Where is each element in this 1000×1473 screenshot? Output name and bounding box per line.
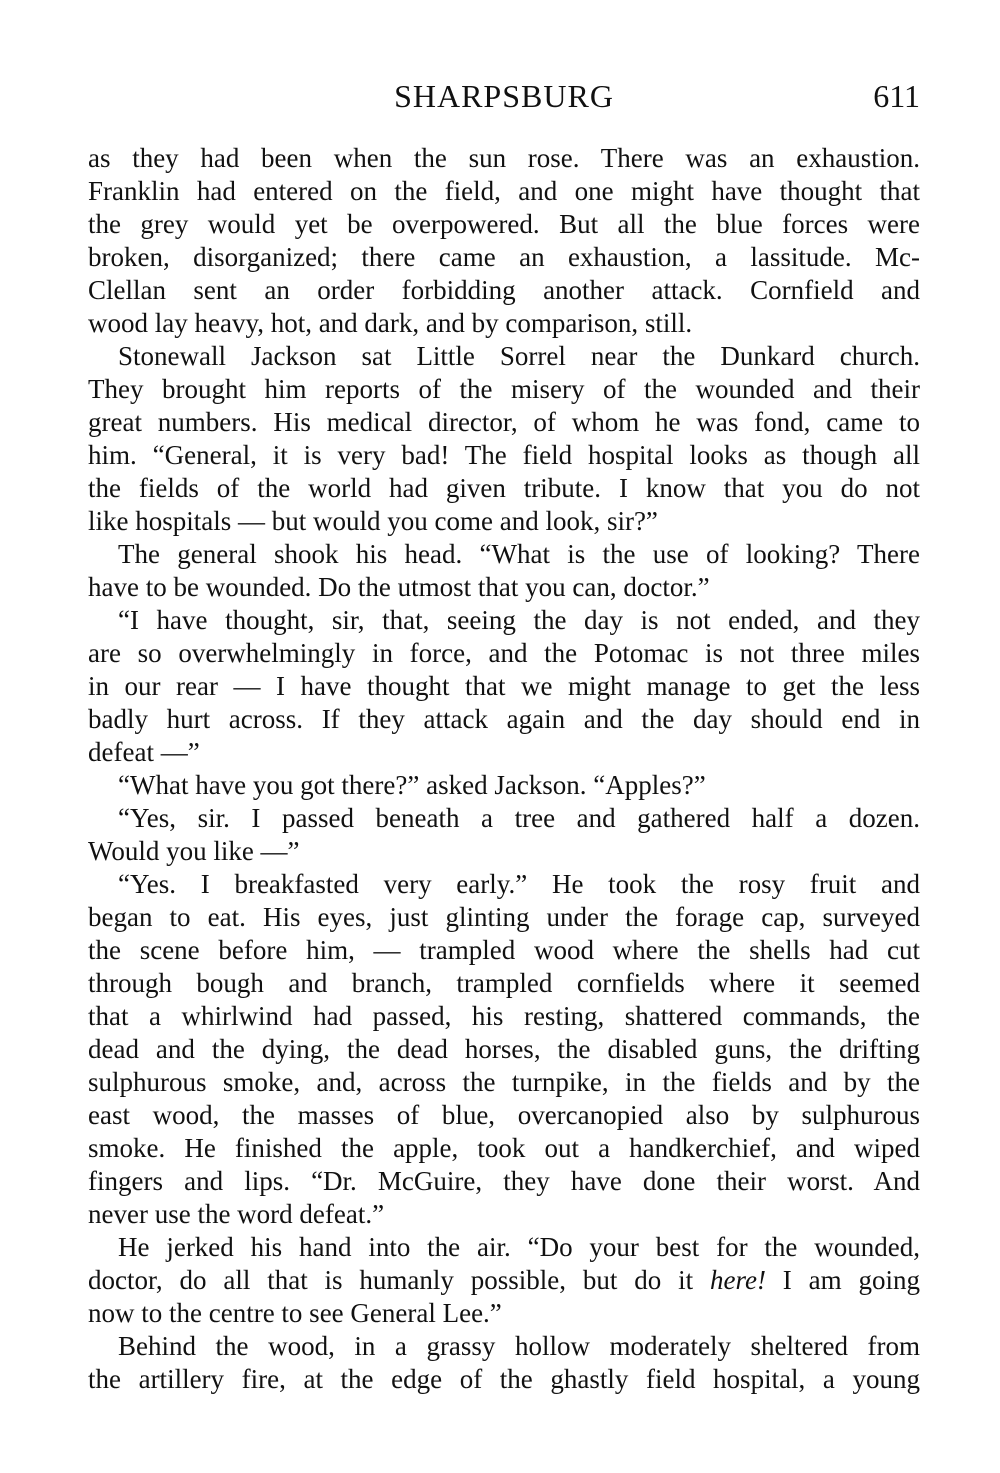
text-line: They brought him reports of the misery of the wounded and their — [88, 374, 920, 404]
text-line: badly hurt across. If they attack again and the day should end in — [88, 704, 920, 734]
body-text — [88, 142, 920, 1396]
text-line: the scene before him, — trampled wood where the shells had cut — [88, 935, 920, 965]
text-line: “I have thought, sir, that, seeing the day is not ended, and they — [118, 605, 920, 635]
italic-emphasis: here! — [709, 1265, 766, 1295]
paragraph — [88, 1231, 920, 1330]
paragraph — [88, 142, 920, 340]
paragraph — [88, 340, 920, 538]
text-line: The general shook his head. “What is the use of looking? There — [118, 539, 920, 569]
text-line: east wood, the masses of blue, overcanopied also by sulphurous — [88, 1100, 920, 1130]
paragraph — [88, 868, 920, 1231]
text-line: defeat —” — [88, 737, 200, 767]
text-line: “Yes. I breakfasted very early.” He took the rosy fruit and — [118, 869, 920, 899]
text-line: him. “General, it is very bad! The field hospital looks as though all — [88, 440, 920, 470]
text-line: Behind the wood, in a grassy hollow moderately sheltered from — [118, 1331, 920, 1361]
text-line: now to the centre to see General Lee.” — [88, 1298, 502, 1328]
text-line: broken, disorganized; there came an exhaustion, a lassitude. Mc- — [88, 242, 920, 272]
text-line: great numbers. His medical director, of whom he was fond, came to — [88, 407, 920, 437]
text-line: “What have you got there?” asked Jackson. “Apples?” — [118, 770, 706, 800]
text-line: the grey would yet be overpowered. But all the blue forces were — [88, 209, 920, 239]
text-fragment: I am going — [782, 1265, 920, 1295]
text-line: like hospitals — but would you come and look, sir?” — [88, 506, 658, 536]
text-line: “Yes, sir. I passed beneath a tree and gathered half a dozen. — [118, 803, 920, 833]
text-line: the artillery fire, at the edge of the ghastly field hospital, a young — [88, 1364, 920, 1394]
text-line: Stonewall Jackson sat Little Sorrel near the Dunkard church. — [118, 341, 920, 371]
text-line: sulphurous smoke, and, across the turnpike, in the fields and by the — [88, 1067, 920, 1097]
text-line: wood lay heavy, hot, and dark, and by comparison, still. — [88, 308, 693, 338]
chapter-title: SHARPSBURG — [394, 78, 614, 114]
paragraph — [88, 604, 920, 769]
paragraph — [88, 538, 920, 604]
text-line: smoke. He finished the apple, took out a handkerchief, and wiped — [88, 1133, 920, 1163]
text-line: Franklin had entered on the field, and one might have thought that — [88, 176, 920, 206]
text-line: Clellan sent an order forbidding another attack. Cornfield and — [88, 275, 920, 305]
text-line: in our rear — I have thought that we might manage to get the less — [88, 671, 920, 701]
text-line: fingers and lips. “Dr. McGuire, they have done their worst. And — [88, 1166, 920, 1196]
text-line: the fields of the world had given tribute. I know that you do not — [88, 473, 920, 503]
text-line — [88, 1264, 920, 1297]
text-line: began to eat. His eyes, just glinting under the forage cap, surveyed — [88, 902, 920, 932]
text-line: never use the word defeat.” — [88, 1199, 385, 1229]
text-line: as they had been when the sun rose. There was an exhaustion. — [88, 143, 920, 173]
text-line: through bough and branch, trampled cornfields where it seemed — [88, 968, 920, 998]
paragraph — [88, 802, 920, 868]
text-line: have to be wounded. Do the utmost that you can, doctor.” — [88, 572, 710, 602]
page-number: 611 — [873, 78, 920, 114]
running-head — [88, 76, 920, 120]
text-line: He jerked his hand into the air. “Do your best for the wounded, — [118, 1232, 920, 1262]
paragraph — [88, 1330, 920, 1396]
text-fragment: doctor, do all that is humanly possible, but do it — [88, 1265, 694, 1295]
text-line: are so overwhelmingly in force, and the Potomac is not three miles — [88, 638, 920, 668]
paragraph — [88, 769, 920, 802]
text-line: that a whirlwind had passed, his resting, shattered commands, the — [88, 1001, 920, 1031]
text-line: dead and the dying, the dead horses, the disabled guns, the drifting — [88, 1034, 920, 1064]
text-line: Would you like —” — [88, 836, 300, 866]
